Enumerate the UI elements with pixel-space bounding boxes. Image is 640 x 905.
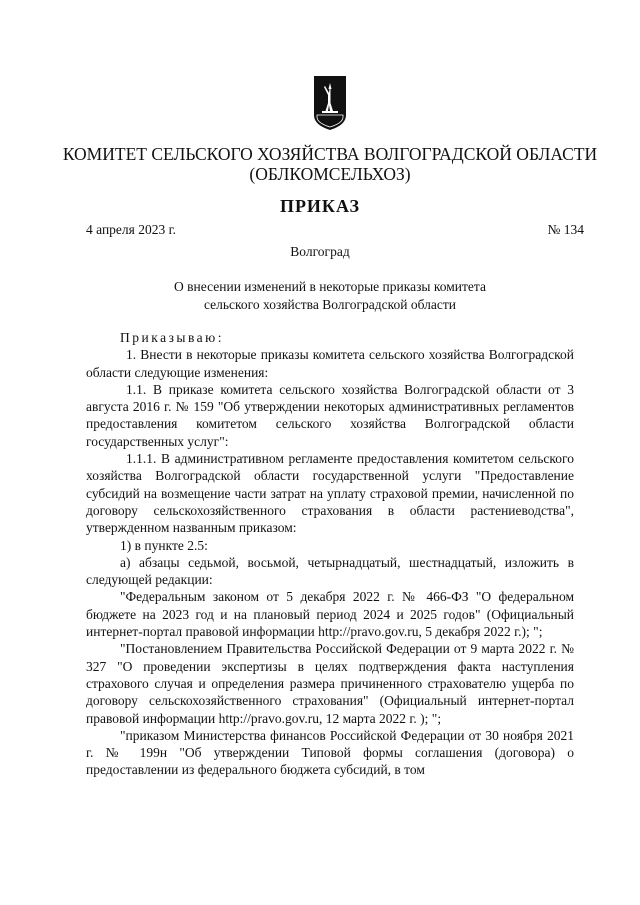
paragraph-1-1: 1.1. В приказе комитета сельского хозяйства Волгоградской области от 3 августа 2016 г. № 159 "Об утверждении некоторых административных регламентов предоставления комитетом сельского хозяйства Волгоградской области государственных услуг": [86, 381, 574, 449]
paragraph-subitem-1: 1) в пункте 2.5: [120, 537, 208, 553]
document-city: Волгоград [290, 244, 350, 259]
paragraph-quote-2: "Постановлением Правительства Российской Федерации от 9 марта 2022 г. № 327 "О проведении экспертизы в целях подтверждения факта наступления страхового случая и определения размера причиненного страхователю ущерба по договору сельскохозяйственного страхования" (Официальный интернет-портал правовой информации http://pravo.gov.ru, 12 марта 2022 г. ); "; [86, 641, 574, 726]
paragraph-1-1-1: 1.1.1. В административном регламенте предоставления комитетом сельского хозяйства Волгоградской области государственной услуги "Предоставление субсидий на возмещение части затрат на уплату страховой премии, начисленной по договору сельскохозяйственного страхования в области растениеводства", утвержденном названным приказом: [86, 451, 574, 536]
document-type: ПРИКАЗ [279, 196, 361, 216]
title-line-1: О внесении изменений в некоторые приказы комитета [174, 279, 486, 294]
coat-of-arms-icon [313, 75, 347, 131]
document-body [86, 329, 574, 779]
paragraph-order: Приказываю: [120, 330, 224, 345]
document-date: 4 апреля 2023 г. [86, 222, 176, 237]
document-number: № 134 [547, 222, 584, 237]
paragraph-1: 1. Внести в некоторые приказы комитета сельского хозяйства Волгоградской области следующие изменения: [86, 347, 574, 380]
paragraph-quote-1: "Федеральным законом от 5 декабря 2022 г. № 466-ФЗ "О федеральном бюджете на 2023 год и на плановый период 2024 и 2025 годов" (Официальный интернет-портал правовой информации http://pravo.gov.ru, 5 декабря 2022 г.); "; [86, 589, 574, 640]
title-line-2: сельского хозяйства Волгоградской области [204, 297, 456, 312]
paragraph-subitem-a: а) абзацы седьмой, восьмой, четырнадцатый, шестнадцатый, изложить в следующей редакции: [86, 554, 574, 588]
document-title [60, 278, 600, 314]
organization-name: КОМИТЕТ СЕЛЬСКОГО ХОЗЯЙСТВА ВОЛГОГРАДСКОЙ ОБЛАСТИ [62, 144, 598, 164]
paragraph-quote-3: "приказом Министерства финансов Российской Федерации от 30 ноября 2021 г. № 199н "Об утверждении Типовой формы соглашения (договора) о предоставлении из федерального бюджета субсидий, в том [86, 727, 574, 778]
organization-abbreviation: (ОБЛКОМСЕЛЬХОЗ) [249, 164, 411, 184]
